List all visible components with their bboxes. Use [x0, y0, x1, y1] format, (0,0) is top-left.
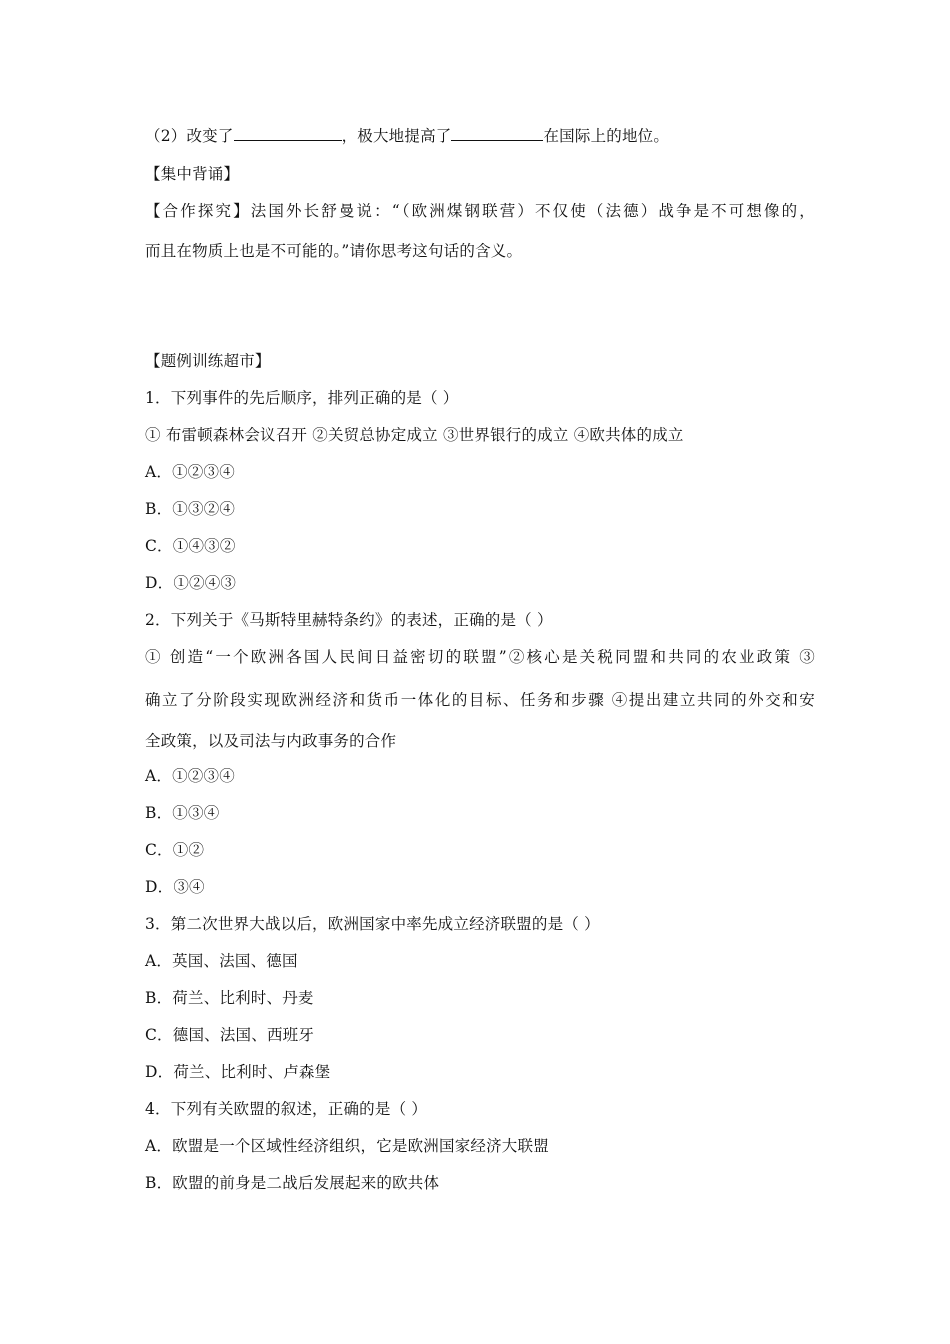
section-recite-heading: 【集中背诵】 [145, 165, 240, 183]
answer-blank-2[interactable] [451, 125, 543, 141]
question-2-option-b: B．①③④ [145, 804, 220, 822]
question-1-option-b: B．①③②④ [145, 500, 236, 518]
question-2-option-a: A．①②③④ [145, 767, 235, 785]
question-4-option-a: A．欧盟是一个区域性经济组织，它是欧洲国家经济大联盟 [145, 1137, 549, 1155]
question-1-items: ① 布雷顿森林会议召开 ②关贸总协定成立 ③世界银行的成立 ④欧共体的成立 [145, 426, 684, 444]
question-3-stem: 3．第二次世界大战以后，欧洲国家中率先成立经济联盟的是（ ） [145, 915, 600, 933]
fill-in-question [145, 125, 815, 147]
question-2-items-line-2: 确立了分阶段实现欧洲经济和货币一体化的目标、任务和步骤 ④提出建立共同的外交和安 [145, 691, 815, 709]
cooperation-line-1: 【合作探究】法国外长舒曼说：“（欧洲煤钢联营）不仅使（法德）战争是不可想像的， [145, 202, 815, 220]
fill-in-middle: ，极大地提高了 [341, 127, 452, 145]
fill-in-prefix: （2）改变了 [145, 127, 234, 145]
section-exercises-heading: 【题例训练超市】 [145, 352, 271, 370]
question-1-option-a: A．①②③④ [145, 463, 235, 481]
question-1-option-c: C．①④③② [145, 537, 236, 555]
cooperation-line-2: 而且在物质上也是不可能的。”请你思考这句话的含义。 [145, 242, 523, 260]
question-4-stem: 4．下列有关欧盟的叙述，正确的是（ ） [145, 1100, 428, 1118]
question-4-option-b: B．欧盟的前身是二战后发展起来的欧共体 [145, 1174, 440, 1192]
question-2-items-line-3: 全政策，以及司法与内政事务的合作 [145, 732, 397, 750]
question-3-option-a: A．英国、法国、德国 [145, 952, 298, 970]
question-3-option-d: D．荷兰、比利时、卢森堡 [145, 1063, 331, 1081]
question-2-stem: 2．下列关于《马斯特里赫特条约》的表述，正确的是（ ） [145, 611, 553, 629]
answer-blank-1[interactable] [234, 125, 342, 141]
question-1-stem: 1．下列事件的先后顺序，排列正确的是（ ） [145, 389, 459, 407]
question-2-option-d: D．③④ [145, 878, 205, 896]
fill-in-suffix: 在国际上的地位。 [543, 127, 670, 145]
question-2-option-c: C．①② [145, 841, 205, 859]
question-3-option-c: C．德国、法国、西班牙 [145, 1026, 315, 1044]
question-3-option-b: B．荷兰、比利时、丹麦 [145, 989, 314, 1007]
question-2-items-line-1: ① 创造“一个欧洲各国人民间日益密切的联盟”②核心是关税同盟和共同的农业政策 ③ [145, 648, 815, 666]
question-1-option-d: D．①②④③ [145, 574, 237, 592]
